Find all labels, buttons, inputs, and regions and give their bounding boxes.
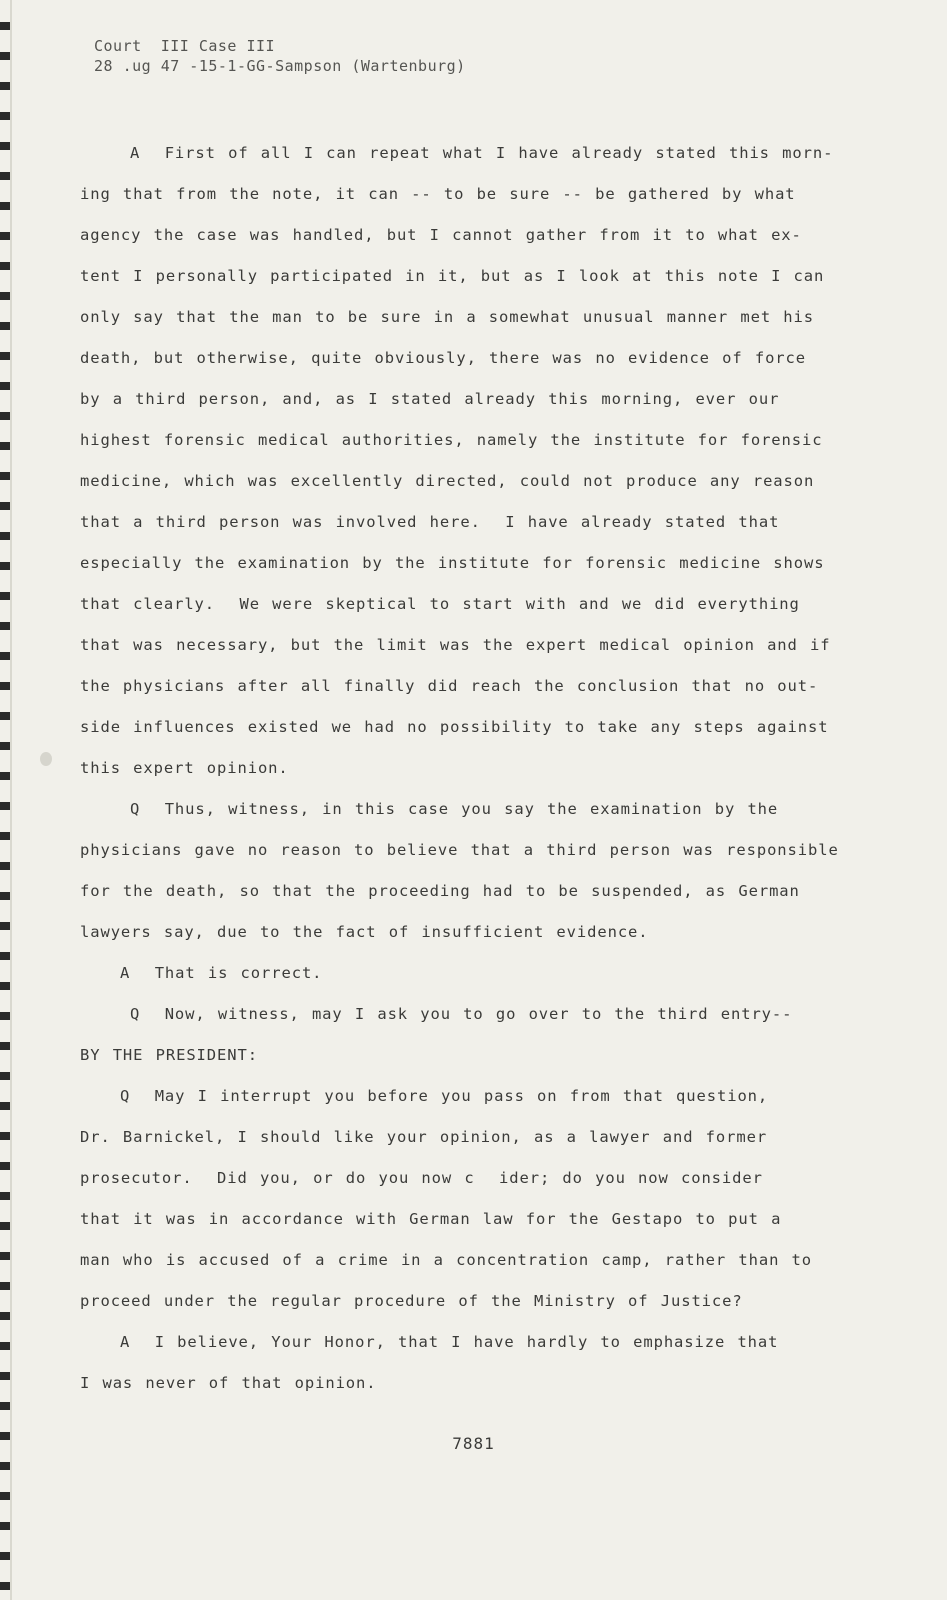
text-line: proceed under the regular procedure of the Ministry of Justice? [80, 1292, 743, 1310]
question-line: Q May I interrupt you before you pass on from that question, [120, 1087, 769, 1105]
text-line: highest forensic medical authorities, namely the institute for forensic [80, 431, 823, 449]
text-line: A First of all I can repeat what I have already stated this morn- [130, 144, 834, 162]
header-court-line: Court III Case III [94, 37, 276, 55]
text-line: ing that from the note, it can -- to be sure -- be gathered by what [80, 185, 796, 203]
header-date-line: 28 .ug 47 -15-1-GG-Sampson (Wartenburg) [94, 57, 466, 75]
question-line: Q Now, witness, may I ask you to go over to the third entry-- [130, 1005, 793, 1023]
text-line: death, but otherwise, quite obviously, there was no evidence of force [80, 349, 806, 367]
text-line: tent I personally participated in it, but as I look at this note I can [80, 267, 825, 285]
text-line: that clearly. We were skeptical to start with and we did everything [80, 595, 800, 613]
text-line: I was never of that opinion. [80, 1374, 377, 1392]
text-line: this expert opinion. [80, 759, 289, 777]
text-line: agency the case was handled, but I cannot gather from it to what ex- [80, 226, 802, 244]
speaker-heading: BY THE PRESIDENT: [80, 1046, 258, 1064]
text-line: that was necessary, but the limit was the expert medical opinion and if [80, 636, 831, 654]
text-line: medicine, which was excellently directed, could not produce any reason [80, 472, 815, 490]
text-line: that a third person was involved here. I have already stated that [80, 513, 780, 531]
text-line: physicians gave no reason to believe that a third person was responsible [80, 841, 839, 859]
paper-smudge [40, 752, 52, 766]
text-line: lawyers say, due to the fact of insufficient evidence. [80, 923, 649, 941]
text-line: man who is accused of a crime in a concentration camp, rather than to [80, 1251, 812, 1269]
text-line: especially the examination by the institute for forensic medicine shows [80, 554, 825, 572]
text-line: side influences existed we had no possibility to take any steps against [80, 718, 829, 736]
document-header [94, 36, 466, 76]
text-line: for the death, so that the proceeding had to be suspended, as German [80, 882, 800, 900]
answer-line: A I believe, Your Honor, that I have hardly to emphasize that [120, 1333, 779, 1351]
text-line: prosecutor. Did you, or do you now c ider; do you now consider [80, 1169, 763, 1187]
text-line: Dr. Barnickel, I should like your opinion, as a lawyer and former [80, 1128, 768, 1146]
page-number: 7881 [452, 1434, 495, 1453]
text-line: that it was in accordance with German law for the Gestapo to put a [80, 1210, 782, 1228]
text-line: only say that the man to be sure in a somewhat unusual manner met his [80, 308, 814, 326]
transcript-body [80, 133, 839, 1404]
binding-holes [0, 0, 10, 1600]
text-line: by a third person, and, as I stated already this morning, ever our [80, 390, 780, 408]
text-line: the physicians after all finally did reach the conclusion that no out- [80, 677, 819, 695]
question-line: Q Thus, witness, in this case you say the examination by the [130, 800, 779, 818]
binding-edge [10, 0, 12, 1600]
answer-line: A That is correct. [120, 964, 323, 982]
